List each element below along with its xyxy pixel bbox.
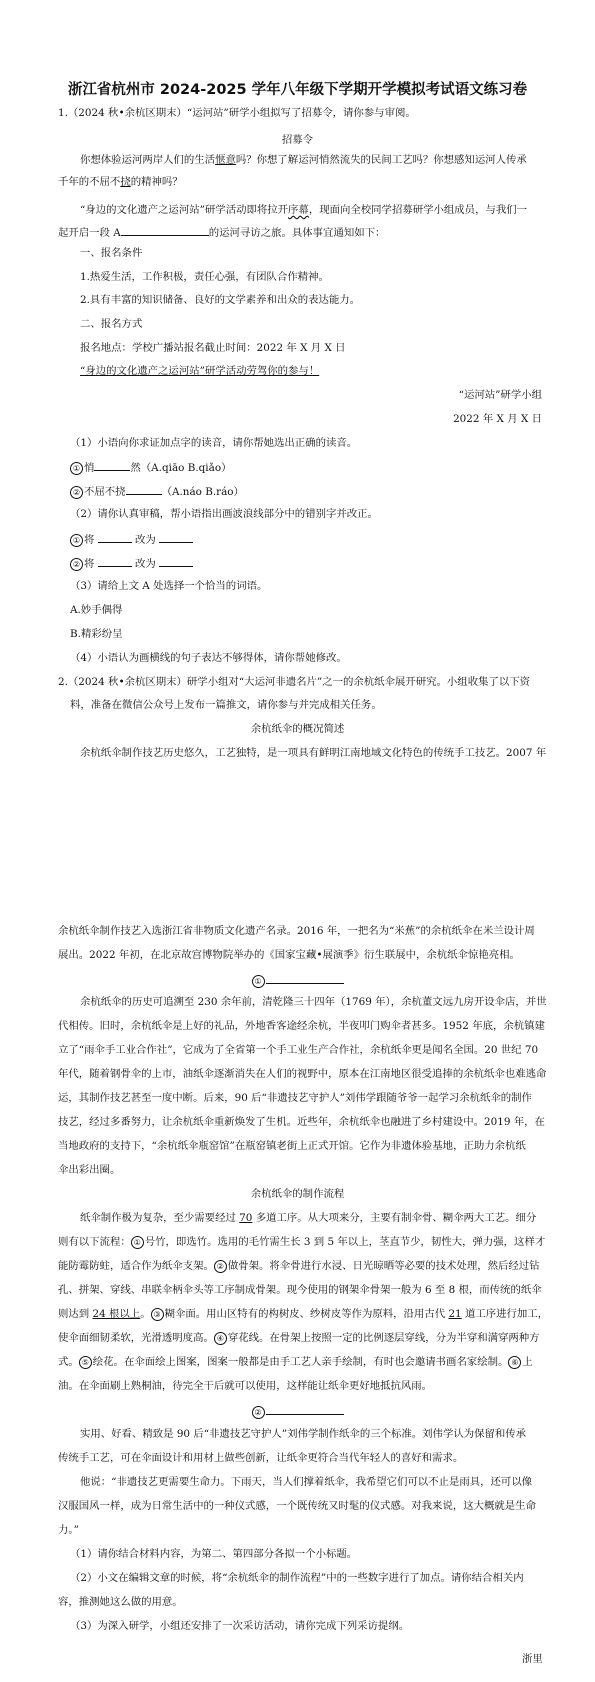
answer-blank[interactable] xyxy=(159,531,193,543)
history-para-line2: 代相传。旧时，余杭纸伞是上好的礼品，外地香客途经余杭，半夜叩门购伞者甚多。1952 年底，余杭镇建 xyxy=(58,1020,545,1032)
overview-para-line1: 余杭纸伞制作技艺历史悠久，工艺独特，是一项具有鲜明江南地域文化特色的传统手工技艺。2007 年 xyxy=(80,747,547,759)
q2-sub1: （1）请你结合材料内容，为第二、第四部分各拟一个小标题。 xyxy=(70,1548,358,1560)
answer-blank[interactable] xyxy=(94,459,130,471)
answer-blank[interactable] xyxy=(98,531,132,543)
page-title: 浙江省杭州市 2024-2025 学年八年级下学期开学模拟考试语文练习卷 xyxy=(67,82,528,98)
section-heading-1: 一、报名条件 xyxy=(80,247,143,259)
process-para-line5: 则达到 24 根以上。 ③ 糊伞面。用山区特有的构树皮、纱树皮等作为原料，沿用古代 21 道工序进行加工， xyxy=(58,1308,549,1320)
pinyin-option-1: ① 悄 然（A.qiāo B.qiǎo） xyxy=(70,459,231,475)
process-para-line3: 能防霉防蛀，适合作为纸伞支架。 ② 做骨架。将伞骨进行水浸、日光晾晒等必要的技术处理，然后经过钻 xyxy=(58,1260,540,1272)
answer-blank[interactable] xyxy=(266,972,344,984)
process-para-line8: 油。在伞面刷上熟桐油，待完全干后就可以使用，这样能让纸伞更好地抵抗风雨。 xyxy=(58,1380,433,1392)
pinyin-option-2: ② 不屈不挠 （A.náo B.ráo） xyxy=(70,483,244,499)
section-heading-2: 二、报名方式 xyxy=(80,318,143,330)
page-footer: 浙里 xyxy=(522,1653,543,1665)
history-para-line7: 当地政府的支持下，“余杭纸伞瓶窑馆”在瓶窑镇老街上正式开馆。它作为非遗体验基地，正助力余杭纸 xyxy=(58,1140,526,1152)
overview-para-line3: 展出。2022 年初，在北京故宫博物院举办的《国家宝藏•展演季》衍生联展中，余杭纸伞惊艳亮相。 xyxy=(58,949,520,961)
history-para-line8: 伞出彩出圈。 xyxy=(58,1164,121,1176)
quote-para-line2: 汉服国风一样，成为日常生活中的一种仪式感，一个既传统又时髦的仪式感。对我来说，这大概就是生命 xyxy=(58,1500,536,1512)
slogan-sentence: “身边的文化遗产之运河站”研学活动劳驾你的参与！ xyxy=(80,365,320,377)
signup-place: 报名地点：学校广播站报名截止时间：2022 年 X 月 X 日 xyxy=(80,342,346,354)
q2-sub2-line2: 容，推测她这么做的用意。 xyxy=(58,1596,183,1608)
q2-sub2-line1: （2）小文在编辑文章的时候，将“余杭纸伞的制作流程”中的一些数字进行了加点。请你结合相关内 xyxy=(70,1572,524,1584)
history-para-line5: 运，其制作技艺甚至一度中断。后来，90 后“非遗技艺守护人”刘伟学跟随爷爷一起学习余杭纸伞的制作 xyxy=(58,1092,532,1104)
notice-title: 招募令 xyxy=(281,134,314,146)
notice-para1: 你想体验运河两岸人们的生活惬意吗？你想了解运河悄然流失的民间工艺吗？你想感知运河人传承 xyxy=(80,154,527,166)
q2-stem-line1: 2.（2024 秋•余杭区期末）研学小组对“大运河非遗名片”之一的余杭纸伞展开研究。小组收集了以下资 xyxy=(58,676,531,688)
notice-para2-cont: 起开启一段 A 的运河寻访之旅。具体事宜通知如下： xyxy=(58,224,385,240)
notice-signature: “运河站”研学小组 xyxy=(458,389,542,401)
section-heading-overview: 余杭纸伞的概况简述 xyxy=(250,723,345,735)
inherit-para-line2: 传统手工艺，可在伞面设计和用材上做些创新，让纸伞更符合当代年轻人的喜好和需求。 xyxy=(58,1452,464,1464)
quote-para-line1: 他说：“非遗技艺更需要生命力。下雨天，当人们撑着纸伞，我希望它们可以不止是雨具，还可以像 xyxy=(80,1476,533,1488)
process-para-line6: 使伞面细韧柔软，光滑透明度高。 ④ 穿花线。在骨架上按照一定的比例逐层穿线，分为半穿和满穿两种方 xyxy=(58,1332,540,1344)
process-para-line7: 式。 ⑤ 绘花。在伞面绘上图案，图案一般都是由手工艺人亲手绘制，有时也会邀请书画名家绘制。 ⑥ 上 xyxy=(58,1356,533,1368)
condition-2: 2.具有丰富的知识储备、良好的文学素养和出众的表达能力。 xyxy=(80,294,361,306)
choice-b: B.精彩纷呈 xyxy=(70,628,123,640)
q1-sub2: （2）请你认真审稿，帮小语指出画波浪线部分中的错别字并改正。 xyxy=(70,508,378,520)
subtitle-blank-1: ① xyxy=(0,972,595,988)
correction-line-2: ② 将 改为 xyxy=(70,555,193,571)
answer-blank[interactable] xyxy=(266,1403,344,1415)
process-para-line4: 孔、拼架、穿线、串联伞柄伞头等工序制成骨架。现今使用的钢架伞骨架一般为 6 至 8 根，而传统的纸伞 xyxy=(58,1284,542,1296)
quote-para-line3: 力。” xyxy=(58,1524,79,1536)
correction-line-1: ① 将 改为 xyxy=(70,531,193,547)
process-para-line2: 则有以下流程： ① 号竹，即选竹。选用的毛竹需生长 3 到 5 年以上，茎直节少，韧性大，弹力强，这样才 xyxy=(58,1236,546,1248)
q1-stem: 1.（2024 秋•余杭区期末）“运河站”研学小组拟写了招募令，请你参与审阅。 xyxy=(58,107,416,119)
inherit-para-line1: 实用、好看、精致是 90 后“非遗技艺守护人”刘伟学制作纸伞的三个标准。刘伟学认为保留和传承 xyxy=(80,1428,527,1440)
condition-1: 1.热爱生活，工作积极，责任心强，有团队合作精神。 xyxy=(80,271,329,283)
notice-para1-cont: 千年的不屈不挠的精神吗？ xyxy=(58,176,183,188)
answer-blank[interactable] xyxy=(159,555,193,567)
q1-sub4: （4）小语认为画横线的句子表达不够得体，请你帮她修改。 xyxy=(70,652,347,664)
q1-sub1: （1）小语向你求证加点字的读音，请你帮她选出正确的读音。 xyxy=(70,437,358,449)
process-para-line1: 纸伞制作极为复杂，至少需要经过 70 多道工序。从大项来分，主要有制伞骨、糊伞两大工艺。细分 xyxy=(80,1212,537,1224)
history-para-line6: 技艺，经过多番努力，让余杭纸伞重新焕发了生机。近些年，余杭纸伞也融进了乡村建设中。2019 年，在 xyxy=(58,1116,545,1128)
history-para-line1: 余杭纸伞的历史可追溯至 230 余年前，清乾隆三十四年（1769 年），余杭董文远九房开设伞店，并世 xyxy=(80,996,547,1008)
answer-blank[interactable] xyxy=(98,555,132,567)
subtitle-blank-2: ② xyxy=(0,1403,595,1419)
choice-a: A.妙手偶得 xyxy=(70,604,123,616)
answer-blank[interactable] xyxy=(126,483,162,495)
history-para-line3: 立了“雨伞手工业合作社”，它成为了全省第一个手工业生产合作社，余杭纸伞更是闻名全国。20 世纪 70 xyxy=(58,1044,539,1056)
notice-para2: “身边的文化遗产之运河站”研学活动即将拉开序幕，现面向全校同学招募研学小组成员，与我们一 xyxy=(80,204,528,216)
notice-date: 2022 年 X 月 X 日 xyxy=(453,413,542,425)
q2-stem-line2: 料，准备在微信公众号上发布一篇推文，请你参与并完成相关任务。 xyxy=(70,699,382,711)
history-para-line4: 年代，随着钢骨伞的上市，油纸伞逐渐消失在人们的视野中，原本在江南地区很受追捧的余杭纸伞也难逃命 xyxy=(58,1068,547,1080)
section-heading-process: 余杭纸伞的制作流程 xyxy=(250,1188,345,1200)
answer-blank-a[interactable] xyxy=(121,224,209,236)
q1-sub3: （3）请给上文 A 处选择一个恰当的词语。 xyxy=(70,580,268,592)
q2-sub3: （3）为深入研学，小组还安排了一次采访活动，请你完成下列采访提纲。 xyxy=(70,1620,410,1632)
overview-para-line2: 余杭纸伞制作技艺入选浙江省非物质文化遗产名录。2016 年，一把名为“米蕉”的余杭纸伞在米兰设计周 xyxy=(58,925,535,937)
